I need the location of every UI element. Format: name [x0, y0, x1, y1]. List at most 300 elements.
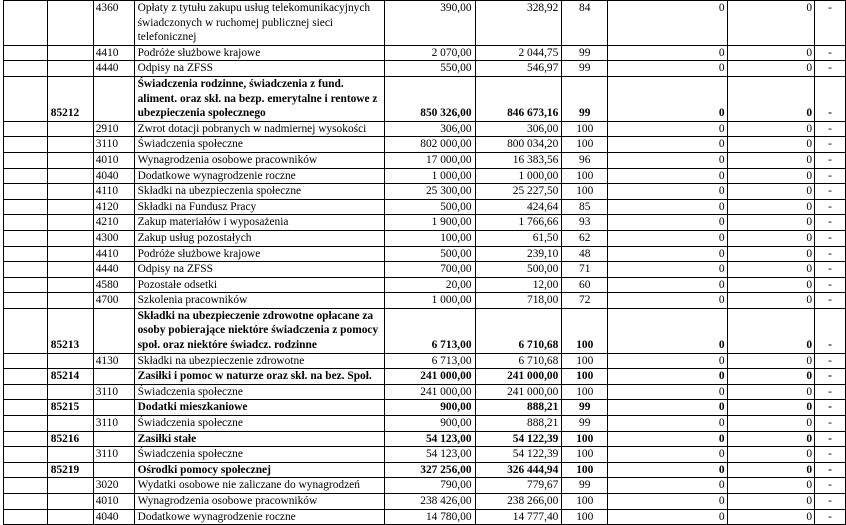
cell-wykonanie: 718,00	[475, 293, 562, 309]
cell-description: Wynagrodzenia osobowe pracowników	[134, 152, 384, 168]
cell-zobowiazania-wymagalne: 0	[727, 246, 815, 262]
cell-rozdzial	[47, 184, 93, 200]
cell-dzial	[4, 509, 48, 525]
table-row	[4, 277, 846, 293]
cell-rozdzial: 85213	[47, 308, 93, 353]
cell-paragraf: 4410	[93, 45, 134, 61]
cell-rozdzial	[47, 121, 93, 137]
cell-zobowiazania: 0	[608, 462, 727, 478]
table-row	[4, 121, 846, 137]
table-row-subtotal	[4, 462, 846, 478]
table-row	[4, 384, 846, 400]
cell-plan: 6 713,00	[384, 308, 475, 353]
cell-wykonanie: 25 227,50	[475, 184, 562, 200]
cell-plan: 241 000,00	[384, 369, 475, 385]
cell-percent: 72	[562, 293, 608, 309]
cell-zobowiazania: 0	[608, 61, 727, 77]
cell-dzial	[4, 246, 48, 262]
cell-rozdzial	[47, 45, 93, 61]
cell-percent: 100	[562, 168, 608, 184]
table-row	[4, 1, 846, 46]
cell-paragraf: 4700	[93, 293, 134, 309]
cell-rozdzial	[47, 152, 93, 168]
cell-zobowiazania: 0	[608, 215, 727, 231]
cell-wykonanie: 6 710,68	[475, 308, 562, 353]
cell-percent: 100	[562, 384, 608, 400]
cell-percent: 99	[562, 61, 608, 77]
cell-description: Zasiłki stałe	[134, 431, 384, 447]
cell-plan: 900,00	[384, 400, 475, 416]
cell-dzial	[4, 400, 48, 416]
table-row-subtotal	[4, 308, 846, 353]
cell-zobowiazania-wymagalne: 0	[727, 431, 815, 447]
cell-percent: 100	[562, 431, 608, 447]
cell-paragraf	[93, 76, 134, 121]
cell-rozdzial: 85216	[47, 431, 93, 447]
table-row	[4, 45, 846, 61]
cell-percent: 99	[562, 416, 608, 432]
cell-dash: -	[815, 353, 846, 369]
cell-percent: 84	[562, 1, 608, 46]
cell-dash: -	[815, 246, 846, 262]
cell-wykonanie: 306,00	[475, 121, 562, 137]
cell-description: Składki na ubezpieczenie zdrowotne	[134, 353, 384, 369]
cell-paragraf: 4210	[93, 215, 134, 231]
cell-dash: -	[815, 447, 846, 463]
cell-zobowiazania: 0	[608, 76, 727, 121]
cell-paragraf: 4440	[93, 61, 134, 77]
cell-zobowiazania: 0	[608, 431, 727, 447]
cell-percent: 99	[562, 45, 608, 61]
cell-rozdzial	[47, 447, 93, 463]
cell-paragraf	[93, 462, 134, 478]
cell-paragraf	[93, 400, 134, 416]
cell-wykonanie: 888,21	[475, 400, 562, 416]
cell-percent: 100	[562, 462, 608, 478]
cell-dzial	[4, 1, 48, 46]
cell-wykonanie: 326 444,94	[475, 462, 562, 478]
cell-wykonanie: 6 710,68	[475, 353, 562, 369]
cell-zobowiazania-wymagalne: 0	[727, 230, 815, 246]
table-row	[4, 447, 846, 463]
cell-wykonanie: 16 383,56	[475, 152, 562, 168]
cell-description: Zasiłki i pomoc w naturze oraz skł. na bez. Społ.	[134, 369, 384, 385]
table-row-subtotal	[4, 369, 846, 385]
cell-zobowiazania: 0	[608, 400, 727, 416]
cell-plan: 327 256,00	[384, 462, 475, 478]
cell-plan: 550,00	[384, 61, 475, 77]
cell-zobowiazania: 0	[608, 293, 727, 309]
cell-zobowiazania-wymagalne: 0	[727, 168, 815, 184]
cell-rozdzial: 85215	[47, 400, 93, 416]
cell-description: Zakup usług pozostałych	[134, 230, 384, 246]
cell-wykonanie: 800 034,20	[475, 137, 562, 153]
cell-rozdzial	[47, 215, 93, 231]
cell-percent: 100	[562, 494, 608, 510]
cell-zobowiazania: 0	[608, 45, 727, 61]
cell-percent: 100	[562, 121, 608, 137]
cell-description: Świadczenia społeczne	[134, 137, 384, 153]
cell-paragraf: 4120	[93, 199, 134, 215]
cell-description: Wynagrodzenia osobowe pracowników	[134, 494, 384, 510]
cell-description: Zakup materiałów i wyposażenia	[134, 215, 384, 231]
cell-paragraf: 3110	[93, 137, 134, 153]
cell-plan: 1 000,00	[384, 168, 475, 184]
cell-wykonanie: 2 044,75	[475, 45, 562, 61]
cell-rozdzial	[47, 246, 93, 262]
cell-dash: -	[815, 262, 846, 278]
cell-paragraf: 4010	[93, 152, 134, 168]
cell-zobowiazania-wymagalne: 0	[727, 76, 815, 121]
cell-zobowiazania-wymagalne: 0	[727, 509, 815, 525]
cell-wykonanie: 14 777,40	[475, 509, 562, 525]
cell-percent: 100	[562, 308, 608, 353]
table-row	[4, 230, 846, 246]
cell-plan: 900,00	[384, 416, 475, 432]
cell-dzial	[4, 262, 48, 278]
cell-dash: -	[815, 509, 846, 525]
cell-paragraf: 4440	[93, 262, 134, 278]
table-row	[4, 168, 846, 184]
cell-zobowiazania-wymagalne: 0	[727, 137, 815, 153]
cell-dash: -	[815, 369, 846, 385]
cell-percent: 100	[562, 369, 608, 385]
cell-rozdzial	[47, 494, 93, 510]
cell-rozdzial	[47, 262, 93, 278]
cell-plan: 850 326,00	[384, 76, 475, 121]
cell-plan: 390,00	[384, 1, 475, 46]
cell-plan: 1 900,00	[384, 215, 475, 231]
cell-description: Świadczenia społeczne	[134, 416, 384, 432]
cell-dzial	[4, 431, 48, 447]
cell-dash: -	[815, 184, 846, 200]
cell-description: Świadczenia społeczne	[134, 447, 384, 463]
cell-rozdzial	[47, 61, 93, 77]
cell-zobowiazania: 0	[608, 509, 727, 525]
cell-zobowiazania: 0	[608, 478, 727, 494]
cell-zobowiazania: 0	[608, 353, 727, 369]
cell-plan: 500,00	[384, 199, 475, 215]
table-row	[4, 494, 846, 510]
cell-dzial	[4, 277, 48, 293]
cell-wykonanie: 1 000,00	[475, 168, 562, 184]
cell-description: Świadczenia rodzinne, świadczenia z fund. aliment. oraz skł. na bezp. emerytalne i rentowe z ubezpieczenia społecznego	[134, 76, 384, 121]
cell-dash: -	[815, 76, 846, 121]
cell-description: Opłaty z tytułu zakupu usług telekomunikacyjnych świadczonych w ruchomej publicznej sieci telefonicznej	[134, 1, 384, 46]
table-row	[4, 478, 846, 494]
budget-expenditure-table	[3, 0, 846, 525]
cell-zobowiazania: 0	[608, 262, 727, 278]
cell-description: Zwrot dotacji pobranych w nadmiernej wysokości	[134, 121, 384, 137]
cell-dash: -	[815, 45, 846, 61]
cell-description: Dodatki mieszkaniowe	[134, 400, 384, 416]
cell-dash: -	[815, 168, 846, 184]
cell-dzial	[4, 215, 48, 231]
cell-paragraf: 3110	[93, 416, 134, 432]
cell-dash: -	[815, 121, 846, 137]
cell-description: Dodatkowe wynagrodzenie roczne	[134, 168, 384, 184]
cell-rozdzial: 85219	[47, 462, 93, 478]
cell-dzial	[4, 462, 48, 478]
table-row-subtotal	[4, 431, 846, 447]
cell-zobowiazania: 0	[608, 230, 727, 246]
cell-zobowiazania: 0	[608, 384, 727, 400]
cell-zobowiazania: 0	[608, 199, 727, 215]
cell-paragraf: 4130	[93, 353, 134, 369]
cell-plan: 20,00	[384, 277, 475, 293]
cell-wykonanie: 61,50	[475, 230, 562, 246]
cell-rozdzial	[47, 416, 93, 432]
cell-zobowiazania-wymagalne: 0	[727, 462, 815, 478]
cell-rozdzial	[47, 509, 93, 525]
table-row	[4, 353, 846, 369]
cell-dzial	[4, 184, 48, 200]
table-row-subtotal	[4, 400, 846, 416]
table-row	[4, 61, 846, 77]
table-row	[4, 137, 846, 153]
table-row	[4, 262, 846, 278]
cell-plan: 700,00	[384, 262, 475, 278]
cell-dash: -	[815, 462, 846, 478]
cell-dzial	[4, 384, 48, 400]
cell-description: Świadczenia społeczne	[134, 384, 384, 400]
cell-paragraf: 4360	[93, 1, 134, 46]
cell-dash: -	[815, 1, 846, 46]
cell-dzial	[4, 447, 48, 463]
cell-percent: 100	[562, 184, 608, 200]
cell-wykonanie: 846 673,16	[475, 76, 562, 121]
cell-dzial	[4, 76, 48, 121]
cell-wykonanie: 54 122,39	[475, 447, 562, 463]
cell-plan: 2 070,00	[384, 45, 475, 61]
cell-description: Szkolenia pracowników	[134, 293, 384, 309]
cell-percent: 99	[562, 76, 608, 121]
table-row	[4, 184, 846, 200]
cell-wykonanie: 239,10	[475, 246, 562, 262]
cell-zobowiazania: 0	[608, 184, 727, 200]
cell-zobowiazania: 0	[608, 137, 727, 153]
cell-zobowiazania-wymagalne: 0	[727, 215, 815, 231]
cell-rozdzial	[47, 168, 93, 184]
cell-percent: 62	[562, 230, 608, 246]
cell-dash: -	[815, 230, 846, 246]
cell-dash: -	[815, 293, 846, 309]
cell-plan: 14 780,00	[384, 509, 475, 525]
cell-rozdzial	[47, 230, 93, 246]
cell-dash: -	[815, 308, 846, 353]
cell-dash: -	[815, 215, 846, 231]
cell-description: Odpisy na ZFSS	[134, 61, 384, 77]
cell-dzial	[4, 152, 48, 168]
table-row	[4, 215, 846, 231]
cell-zobowiazania: 0	[608, 1, 727, 46]
cell-percent: 93	[562, 215, 608, 231]
cell-dzial	[4, 199, 48, 215]
cell-dzial	[4, 45, 48, 61]
cell-dzial	[4, 353, 48, 369]
cell-zobowiazania: 0	[608, 369, 727, 385]
cell-description: Dodatkowe wynagrodzenie roczne	[134, 509, 384, 525]
table-row	[4, 416, 846, 432]
cell-paragraf: 4010	[93, 494, 134, 510]
cell-zobowiazania-wymagalne: 0	[727, 199, 815, 215]
cell-dash: -	[815, 199, 846, 215]
cell-dzial	[4, 61, 48, 77]
cell-dzial	[4, 293, 48, 309]
cell-rozdzial	[47, 384, 93, 400]
cell-dzial	[4, 121, 48, 137]
cell-plan: 54 123,00	[384, 431, 475, 447]
cell-description: Składki na Fundusz Pracy	[134, 199, 384, 215]
cell-dzial	[4, 416, 48, 432]
cell-rozdzial	[47, 353, 93, 369]
cell-zobowiazania-wymagalne: 0	[727, 1, 815, 46]
cell-dash: -	[815, 416, 846, 432]
cell-plan: 1 000,00	[384, 293, 475, 309]
cell-percent: 100	[562, 509, 608, 525]
cell-wykonanie: 241 000,00	[475, 369, 562, 385]
cell-rozdzial	[47, 199, 93, 215]
cell-rozdzial: 85214	[47, 369, 93, 385]
cell-plan: 6 713,00	[384, 353, 475, 369]
cell-paragraf	[93, 369, 134, 385]
cell-zobowiazania: 0	[608, 447, 727, 463]
cell-zobowiazania-wymagalne: 0	[727, 152, 815, 168]
cell-dzial	[4, 308, 48, 353]
cell-paragraf: 4040	[93, 168, 134, 184]
cell-wykonanie: 1 766,66	[475, 215, 562, 231]
cell-description: Pozostałe odsetki	[134, 277, 384, 293]
cell-percent: 99	[562, 478, 608, 494]
cell-zobowiazania: 0	[608, 152, 727, 168]
cell-paragraf: 4300	[93, 230, 134, 246]
cell-wykonanie: 888,21	[475, 416, 562, 432]
cell-wykonanie: 241 000,00	[475, 384, 562, 400]
cell-plan: 790,00	[384, 478, 475, 494]
cell-dash: -	[815, 384, 846, 400]
cell-wykonanie: 779,67	[475, 478, 562, 494]
cell-description: Składki na ubezpieczenie zdrowotne opłacane za osoby pobierające niektóre świadczenia z pomocy społ. oraz niektóre świadcz. rodzinne	[134, 308, 384, 353]
table-row-subtotal	[4, 76, 846, 121]
cell-description: Wydatki osobowe nie zaliczane do wynagrodzeń	[134, 478, 384, 494]
cell-paragraf: 4580	[93, 277, 134, 293]
cell-zobowiazania-wymagalne: 0	[727, 369, 815, 385]
cell-plan: 802 000,00	[384, 137, 475, 153]
cell-description: Składki na ubezpieczenia społeczne	[134, 184, 384, 200]
cell-wykonanie: 424,64	[475, 199, 562, 215]
cell-rozdzial	[47, 478, 93, 494]
cell-plan: 241 000,00	[384, 384, 475, 400]
cell-zobowiazania: 0	[608, 277, 727, 293]
cell-paragraf: 3110	[93, 384, 134, 400]
cell-plan: 500,00	[384, 246, 475, 262]
cell-zobowiazania-wymagalne: 0	[727, 353, 815, 369]
cell-paragraf: 3020	[93, 478, 134, 494]
cell-plan: 25 300,00	[384, 184, 475, 200]
cell-dash: -	[815, 431, 846, 447]
cell-dash: -	[815, 61, 846, 77]
cell-zobowiazania: 0	[608, 121, 727, 137]
cell-description: Odpisy na ZFSS	[134, 262, 384, 278]
cell-percent: 96	[562, 152, 608, 168]
cell-dash: -	[815, 494, 846, 510]
cell-zobowiazania-wymagalne: 0	[727, 293, 815, 309]
table-row	[4, 246, 846, 262]
cell-plan: 238 426,00	[384, 494, 475, 510]
cell-wykonanie: 328,92	[475, 1, 562, 46]
cell-paragraf: 3110	[93, 447, 134, 463]
cell-plan: 17 000,00	[384, 152, 475, 168]
cell-rozdzial	[47, 277, 93, 293]
cell-dzial	[4, 369, 48, 385]
cell-percent: 100	[562, 137, 608, 153]
cell-description: Podróże służbowe krajowe	[134, 246, 384, 262]
cell-rozdzial	[47, 293, 93, 309]
cell-paragraf: 4410	[93, 246, 134, 262]
cell-zobowiazania-wymagalne: 0	[727, 447, 815, 463]
cell-zobowiazania-wymagalne: 0	[727, 416, 815, 432]
cell-zobowiazania-wymagalne: 0	[727, 384, 815, 400]
cell-percent: 48	[562, 246, 608, 262]
cell-percent: 100	[562, 353, 608, 369]
cell-zobowiazania-wymagalne: 0	[727, 45, 815, 61]
cell-zobowiazania-wymagalne: 0	[727, 262, 815, 278]
cell-paragraf: 4110	[93, 184, 134, 200]
cell-zobowiazania-wymagalne: 0	[727, 478, 815, 494]
cell-zobowiazania-wymagalne: 0	[727, 308, 815, 353]
cell-dzial	[4, 478, 48, 494]
cell-wykonanie: 500,00	[475, 262, 562, 278]
cell-dash: -	[815, 400, 846, 416]
cell-plan: 54 123,00	[384, 447, 475, 463]
cell-zobowiazania-wymagalne: 0	[727, 61, 815, 77]
cell-dash: -	[815, 277, 846, 293]
cell-paragraf: 4040	[93, 509, 134, 525]
cell-dzial	[4, 230, 48, 246]
cell-percent: 60	[562, 277, 608, 293]
table-body	[4, 1, 846, 525]
cell-zobowiazania: 0	[608, 494, 727, 510]
cell-wykonanie: 54 122,39	[475, 431, 562, 447]
cell-zobowiazania-wymagalne: 0	[727, 121, 815, 137]
cell-paragraf: 2910	[93, 121, 134, 137]
cell-rozdzial	[47, 137, 93, 153]
cell-description: Ośrodki pomocy społecznej	[134, 462, 384, 478]
cell-wykonanie: 238 266,00	[475, 494, 562, 510]
cell-zobowiazania: 0	[608, 246, 727, 262]
cell-percent: 99	[562, 400, 608, 416]
table-row	[4, 293, 846, 309]
table-row	[4, 509, 846, 525]
cell-dzial	[4, 137, 48, 153]
cell-dash: -	[815, 152, 846, 168]
cell-wykonanie: 546,97	[475, 61, 562, 77]
cell-dzial	[4, 168, 48, 184]
cell-plan: 306,00	[384, 121, 475, 137]
cell-paragraf	[93, 308, 134, 353]
cell-description: Podróże służbowe krajowe	[134, 45, 384, 61]
cell-paragraf	[93, 431, 134, 447]
cell-rozdzial: 85212	[47, 76, 93, 121]
cell-zobowiazania-wymagalne: 0	[727, 277, 815, 293]
cell-zobowiazania: 0	[608, 308, 727, 353]
cell-percent: 85	[562, 199, 608, 215]
cell-wykonanie: 12,00	[475, 277, 562, 293]
cell-zobowiazania-wymagalne: 0	[727, 400, 815, 416]
cell-zobowiazania-wymagalne: 0	[727, 184, 815, 200]
table-row	[4, 199, 846, 215]
cell-dash: -	[815, 478, 846, 494]
